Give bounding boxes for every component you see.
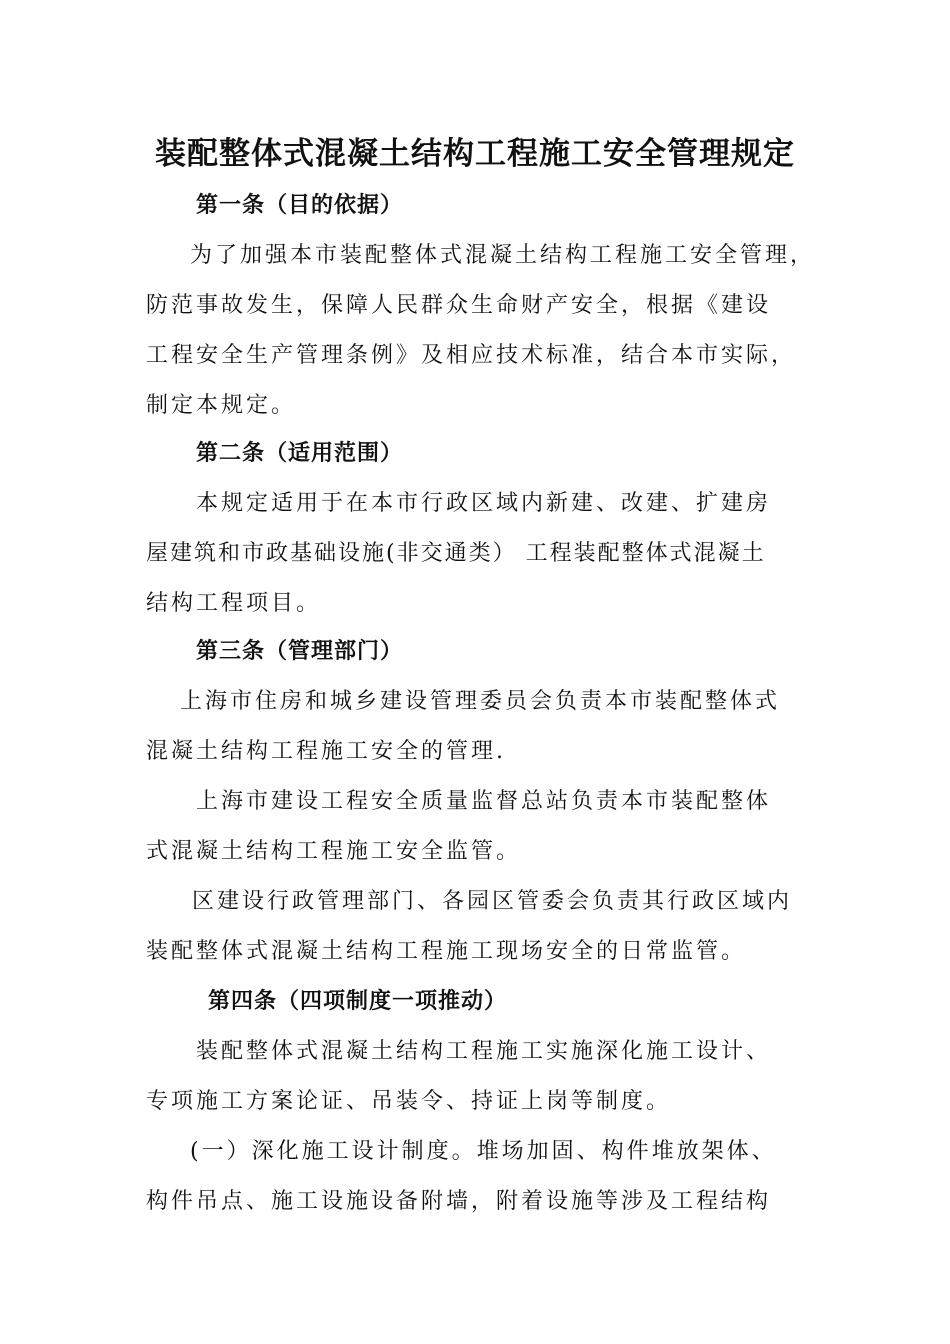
article-3-line: 区建设行政管理部门、各园区管委会负责其行政区域内	[192, 889, 793, 914]
article-3-heading: 第三条（管理部门）	[196, 638, 404, 664]
article-4-heading: 第四条（四项制度一项推动）	[208, 988, 508, 1014]
article-2-line: 本规定适用于在本市行政区域内新建、改建、扩建房	[196, 491, 772, 516]
article-3-line: 装配整体式混凝土结构工程施工现场安全的日常监管。	[146, 939, 747, 964]
article-4-line: 构件吊点、施工设施设备附墙，附着设施等涉及工程结构	[146, 1189, 772, 1214]
article-1-line: 制定本规定。	[146, 393, 297, 418]
article-4-line: 装配整体式混凝土结构工程施工实施深化施工设计、	[196, 1039, 772, 1064]
article-1-line: 防范事故发生，保障人民群众生命财产安全，根据《建设	[146, 293, 772, 318]
article-3-line: 上海市建设工程安全质量监督总站负责本市装配整体	[196, 789, 772, 814]
article-1-line: 工程安全生产管理条例》及相应技术标准，结合本市实际，	[146, 343, 797, 368]
article-2-line: 屋建筑和市政基础设施(非交通类） 工程装配整体式混凝土	[146, 541, 766, 566]
article-1-heading: 第一条（目的依据）	[196, 192, 404, 218]
article-3-line: 混凝土结构工程施工安全的管理.	[146, 739, 506, 764]
article-4-line: 专项施工方案论证、吊装令、持证上岗等制度。	[146, 1089, 672, 1114]
article-3-line: 式混凝土结构工程施工安全监管。	[146, 839, 522, 864]
article-2-heading: 第二条（适用范围）	[196, 440, 404, 466]
article-3-line: 上海市住房和城乡建设管理委员会负责本市装配整体式	[180, 689, 781, 714]
article-4-line: (一）深化施工设计制度。堆场加固、构件堆放架体、	[190, 1139, 777, 1164]
article-2-line: 结构工程项目。	[146, 591, 322, 616]
document-title: 装配整体式混凝土结构工程施工安全管理规定	[155, 136, 795, 172]
article-1-line: 为了加强本市装配整体式混凝土结构工程施工安全管理，	[190, 243, 816, 268]
